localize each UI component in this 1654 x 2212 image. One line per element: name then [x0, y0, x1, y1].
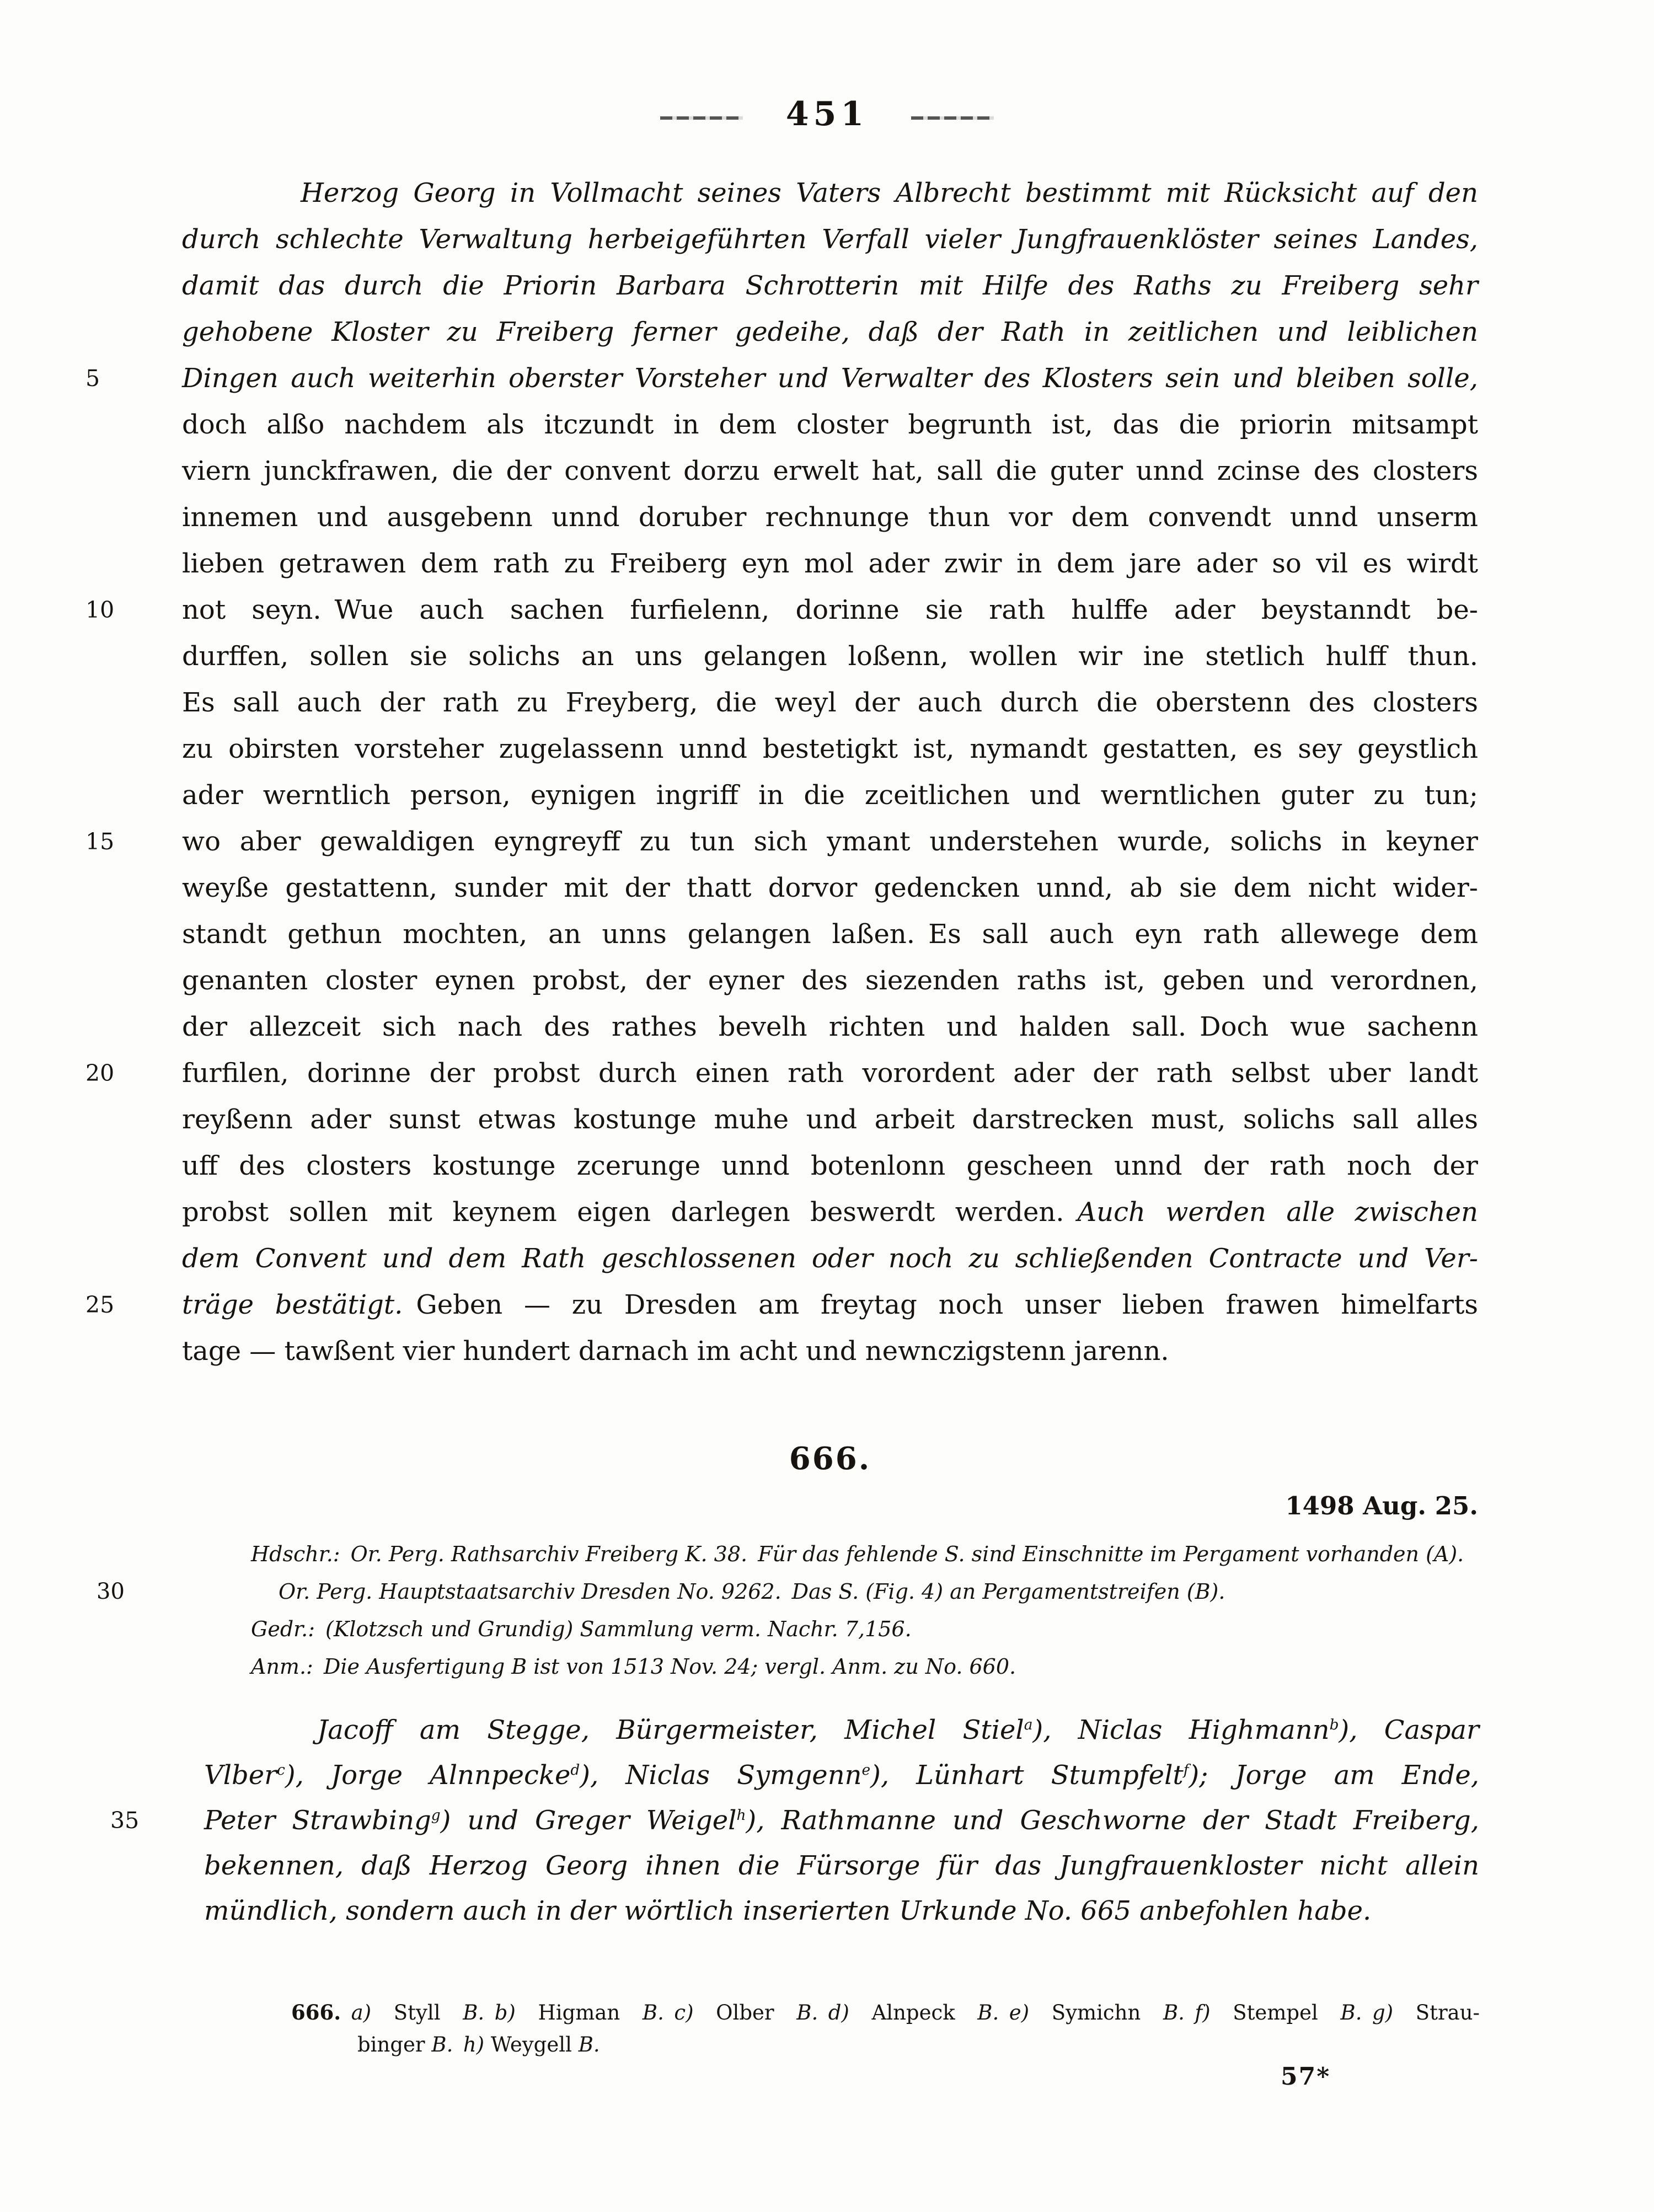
- text-segment: ); Jorge am Ende,: [1189, 1760, 1480, 1791]
- text-segment: ) und Greger Weigel: [440, 1805, 737, 1836]
- margin-line-number: 15: [85, 828, 115, 855]
- text-segment: Strau-: [1415, 2001, 1480, 2024]
- text-segment: reyßenn ader sunst etwas kostunge muhe und arbeit darstrecken must, solichs sall alles: [182, 1104, 1478, 1135]
- text-line: [182, 1004, 1478, 1050]
- footnote-marker: g: [431, 1807, 441, 1824]
- text-line: [85, 1050, 1478, 1096]
- text-segment: mündlich, sondern auch in der wörtlich inserierten Urkunde No. 665 anbefohlen habe.: [204, 1895, 1372, 1926]
- text-line: [182, 772, 1478, 818]
- text-line: [182, 1235, 1478, 1282]
- text-segment: zu obirsten vorsteher zugelassenn unnd bestetigkt ist, nymandt gestatten, es sey geystlich: [182, 733, 1478, 764]
- header-rule-right: [911, 116, 994, 120]
- text-line: [182, 1189, 1478, 1235]
- text-segment: Jacoff am Stegge, Bürgermeister, Michel Stiel: [317, 1715, 1024, 1745]
- text-line: [251, 1610, 1481, 1648]
- text-segment: b): [494, 2001, 538, 2024]
- text-segment: weyße gestattenn, sunder mit der thatt dorvor gedencken unnd, ab sie dem nicht wider-: [182, 872, 1478, 903]
- text-line: [182, 540, 1478, 587]
- text-line: [182, 448, 1478, 494]
- text-segment: doch alßo nachdem als itczundt in dem closter begrunth ist, das die priorin mitsampt: [182, 409, 1478, 440]
- margin-line-number: 35: [110, 1807, 140, 1834]
- text-line: [182, 633, 1478, 679]
- text-segment: binger: [357, 2033, 432, 2056]
- text-segment: ), Niclas Highmann: [1032, 1715, 1330, 1745]
- text-segment: B.: [1340, 2001, 1372, 2024]
- text-line: [182, 1143, 1478, 1189]
- text-line: [182, 401, 1478, 448]
- text-segment: B.: [977, 2001, 1009, 2024]
- text-segment: B.: [642, 2001, 675, 2024]
- text-segment: bekennen, daß Herzog Georg ihnen die Fürsorge für das Jungfrauenkloster nicht allein: [204, 1850, 1479, 1881]
- text-segment: Anm.: Die Ausfertigung B ist von 1513 Nov. 24; vergl. Anm. zu No. 660.: [251, 1654, 1016, 1679]
- text-segment: innemen und ausgebenn unnd doruber rechnunge thun vor dem convendt unnd unserm: [182, 502, 1478, 533]
- text-segment: probst sollen mit keynem eigen darlegen beswerdt werden.: [182, 1197, 1078, 1228]
- text-segment: Stempel: [1233, 2001, 1341, 2024]
- text-line: [182, 726, 1478, 772]
- text-segment: h): [463, 2033, 491, 2056]
- page-header: [0, 95, 1654, 133]
- footnote-marker: b: [1329, 1716, 1339, 1733]
- text-segment: Vlber: [204, 1760, 277, 1791]
- entry-date: 1498 Aug. 25.: [1285, 1491, 1478, 1520]
- entry-number-heading: 666.: [789, 1440, 871, 1477]
- text-segment: ), Jorge Alnnpecke: [285, 1760, 571, 1791]
- text-line: [85, 587, 1478, 633]
- header-rule-left: [660, 116, 743, 120]
- text-segment: B.: [1163, 2001, 1195, 2024]
- text-line: [182, 263, 1478, 309]
- footnote-marker: a: [1024, 1716, 1033, 1733]
- text-segment: ), Lünhart Stumpfelt: [870, 1760, 1184, 1791]
- text-segment: wo aber gewaldigen eyngreyff zu tun sich ymant understehen wurde, solichs in keyner: [182, 826, 1478, 857]
- margin-line-number: 5: [85, 365, 100, 392]
- text-segment: ), Rathmanne und Geschworne der Stadt Freiberg,: [746, 1805, 1480, 1836]
- text-segment: Symichn: [1051, 2001, 1163, 2024]
- text-segment: g): [1372, 2001, 1416, 2024]
- text-line: [251, 1648, 1481, 1685]
- text-segment: der allezceit sich nach des rathes bevelh richten und halden sall. Doch wue sachenn: [182, 1011, 1478, 1042]
- text-line: [204, 1753, 1479, 1798]
- text-line: [85, 818, 1478, 865]
- text-segment: standt gethun mochten, an unns gelangen laßen. Es sall auch eyn rath allewege dem: [182, 919, 1478, 950]
- margin-line-number: 25: [85, 1292, 115, 1318]
- text-segment: d): [828, 2001, 872, 2024]
- text-segment: durch schlechte Verwaltung herbeigeführten Verfall vieler Jungfrauenklöster seines Landes,: [182, 224, 1478, 255]
- text-segment: lieben getrawen dem rath zu Freiberg eyn mol ader zwir in dem jare ader so vil es wirdt: [182, 548, 1478, 579]
- footnotes-block: [291, 1996, 1480, 2061]
- text-line: [85, 355, 1478, 401]
- text-line: [110, 1798, 1480, 1843]
- text-line: [204, 1707, 1479, 1753]
- text-segment: ader werntlich person, eynigen ingriff in die zceitlichen und werntlichen guter zu tun;: [182, 780, 1478, 811]
- text-segment: B.: [796, 2001, 828, 2024]
- text-segment: viern junckfrawen, die der convent dorzu erwelt hat, sall die guter unnd zcinse des closters: [182, 456, 1478, 486]
- text-segment: B.: [431, 2033, 463, 2056]
- text-segment: B.: [463, 2001, 495, 2024]
- text-segment: ), Niclas Symgenn: [580, 1760, 862, 1791]
- text-line: [85, 1282, 1478, 1328]
- text-line: [291, 2029, 1480, 2061]
- text-segment: B.: [578, 2033, 600, 2056]
- page-number: 451: [785, 95, 869, 133]
- text-segment: Geben — zu Dresden am freytag noch unser lieben frawen himelfarts: [403, 1289, 1478, 1320]
- source-apparatus-block: [97, 1535, 1481, 1685]
- text-line: [204, 1843, 1479, 1888]
- text-line: [291, 1996, 1480, 2029]
- printer-signature: 57*: [1281, 2063, 1331, 2091]
- text-line: [97, 1573, 1481, 1610]
- text-line: [204, 1888, 1479, 1934]
- footnote-marker: c: [277, 1761, 285, 1779]
- footnote-marker: e: [861, 1761, 871, 1779]
- footnote-marker: h: [736, 1807, 746, 1824]
- text-line: [182, 957, 1478, 1004]
- text-line: [182, 216, 1478, 263]
- text-segment: Auch werden alle zwischen: [1077, 1197, 1478, 1228]
- text-segment: Weygell: [490, 2033, 579, 2056]
- margin-line-number: 10: [85, 597, 115, 623]
- text-segment: c): [674, 2001, 716, 2024]
- text-segment: träge bestätigt.: [182, 1289, 403, 1320]
- text-segment: 666.: [291, 2000, 351, 2024]
- text-segment: Or. Perg. Hauptstaatsarchiv Dresden No. 9262. Das S. (Fig. 4) an Pergamentstreifen (B).: [279, 1579, 1225, 1604]
- footnote-marker: f: [1183, 1761, 1189, 1779]
- text-segment: damit das durch die Priorin Barbara Schrotterin mit Hilfe des Raths zu Freiberg sehr: [182, 270, 1478, 301]
- text-line: [182, 911, 1478, 957]
- text-segment: Olber: [716, 2001, 797, 2024]
- witness-regest-block: [110, 1707, 1480, 1934]
- footnote-marker: d: [570, 1761, 580, 1779]
- text-line: [182, 865, 1478, 911]
- text-segment: Hdschr.: Or. Perg. Rathsarchiv Freiberg K. 38. Für das fehlende S. sind Einschnitte im Pergament vorhanden (A).: [251, 1542, 1464, 1566]
- text-line: [182, 1328, 1478, 1374]
- text-segment: a): [351, 2001, 394, 2024]
- margin-line-number: 20: [85, 1060, 115, 1086]
- text-segment: uff des closters kostunge zcerunge unnd botenlonn gescheen unnd der rath noch der: [182, 1150, 1478, 1181]
- text-segment: Herzog Georg in Vollmacht seines Vaters Albrecht bestimmt mit Rücksicht auf den: [301, 178, 1478, 208]
- text-segment: furfilen, dorinne der probst durch einen rath vorordent ader der rath selbst uber landt: [182, 1058, 1478, 1089]
- text-line: [182, 679, 1478, 726]
- text-segment: Es sall auch der rath zu Freyberg, die weyl der auch durch die oberstenn des closters: [182, 687, 1478, 718]
- text-segment: gehobene Kloster zu Freiberg ferner gedeihe, daß der Rath in zeitlichen und leiblichen: [182, 317, 1478, 347]
- text-segment: Dingen auch weiterhin oberster Vorsteher und Verwalter des Klosters sein und bleiben solle,: [182, 363, 1478, 394]
- charter-text-block: [85, 170, 1478, 1374]
- text-segment: e): [1009, 2001, 1052, 2024]
- text-segment: dem Convent und dem Rath geschlossenen oder noch zu schließenden Contracte und Ver-: [182, 1243, 1478, 1274]
- text-line: [182, 494, 1478, 540]
- text-line: [182, 309, 1478, 355]
- text-segment: tage — tawßent vier hundert darnach im acht und newnczigstenn jarenn.: [182, 1336, 1169, 1367]
- margin-line-number: 30: [97, 1579, 125, 1604]
- text-segment: Styll: [393, 2001, 463, 2024]
- text-segment: Higman: [538, 2001, 643, 2024]
- text-line: [182, 170, 1478, 216]
- text-segment: durffen, sollen sie solichs an uns gelangen loßenn, wollen wir ine stetlich hulff thun.: [182, 641, 1478, 672]
- text-segment: Alnpeck: [871, 2001, 978, 2024]
- text-segment: Gedr.: (Klotzsch und Grundig) Sammlung verm. Nachr. 7,156.: [251, 1617, 912, 1641]
- text-segment: genanten closter eynen probst, der eyner des siezenden raths ist, geben und verordnen,: [182, 965, 1478, 996]
- text-line: [251, 1535, 1481, 1573]
- text-segment: f): [1195, 2001, 1233, 2024]
- text-segment: not seyn. Wue auch sachen furfielenn, dorinne sie rath hulffe ader beystanndt be-: [182, 594, 1478, 625]
- text-line: [182, 1096, 1478, 1143]
- text-segment: Peter Strawbing: [204, 1805, 431, 1836]
- text-segment: ), Caspar: [1339, 1715, 1479, 1745]
